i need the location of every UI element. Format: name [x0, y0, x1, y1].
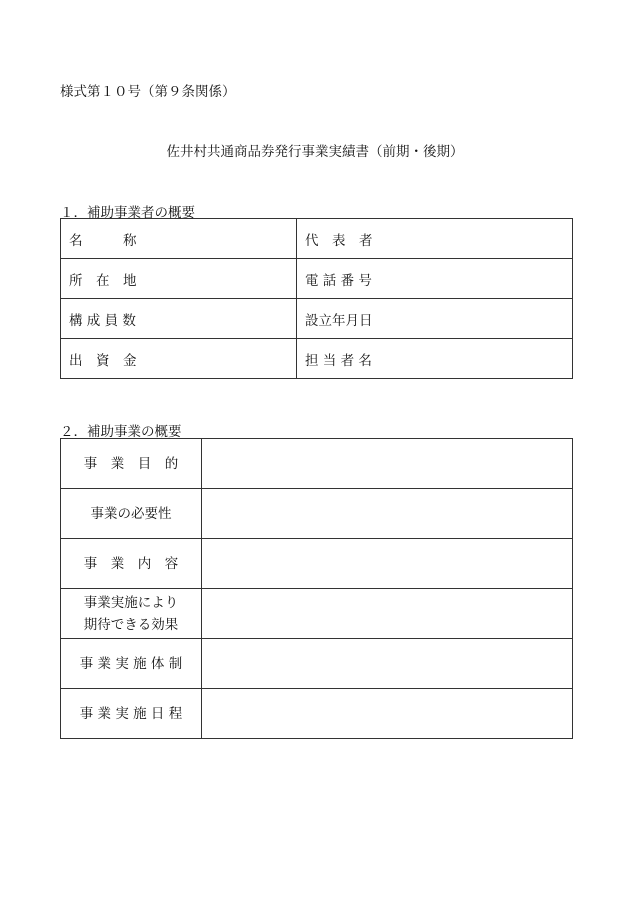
implementation-structure-label: 事 業 実 施 体 制: [61, 639, 202, 689]
section2-heading: ２．補助事業の概要: [60, 424, 182, 440]
member-count-label: 構 成 員 数: [61, 299, 297, 339]
phone-label: 電 話 番 号: [297, 259, 573, 299]
table-row: [61, 259, 573, 299]
implementation-schedule-value[interactable]: [202, 689, 573, 739]
table-row: [61, 489, 573, 539]
table-row: [61, 639, 573, 689]
capital-label: 出 資 金: [61, 339, 297, 379]
table-row: [61, 219, 573, 259]
address-label: 所 在 地: [61, 259, 297, 299]
implementation-schedule-label: 事 業 実 施 日 程: [61, 689, 202, 739]
table-row: [61, 299, 573, 339]
section1-heading: １．補助事業者の概要: [60, 205, 195, 221]
representative-label: 代 表 者: [297, 219, 573, 259]
project-purpose-label: 事 業 目 的: [61, 439, 202, 489]
project-overview-table: [60, 438, 573, 739]
project-content-label: 事 業 内 容: [61, 539, 202, 589]
established-date-label: 設立年月日: [297, 299, 573, 339]
table-row: [61, 689, 573, 739]
expected-effect-value[interactable]: [202, 589, 573, 639]
form-number: 様式第１０号（第９条関係）: [60, 84, 236, 100]
table-row: [61, 589, 573, 639]
organization-overview-table: [60, 218, 573, 379]
name-label: 名 称: [61, 219, 297, 259]
expected-effect-label-line2: 期待できる効果: [83, 616, 179, 633]
project-necessity-value[interactable]: [202, 489, 573, 539]
expected-effect-label-line1: 事業実施により: [83, 594, 179, 611]
project-content-value[interactable]: [202, 539, 573, 589]
implementation-structure-value[interactable]: [202, 639, 573, 689]
contact-person-label: 担 当 者 名: [297, 339, 573, 379]
table-row: [61, 539, 573, 589]
table-row: [61, 339, 573, 379]
table-row: [61, 439, 573, 489]
document-title: 佐井村共通商品券発行事業実績書（前期・後期）: [166, 144, 464, 160]
project-necessity-label: 事業の必要性: [61, 489, 202, 539]
project-purpose-value[interactable]: [202, 439, 573, 489]
expected-effect-label: [61, 589, 202, 639]
